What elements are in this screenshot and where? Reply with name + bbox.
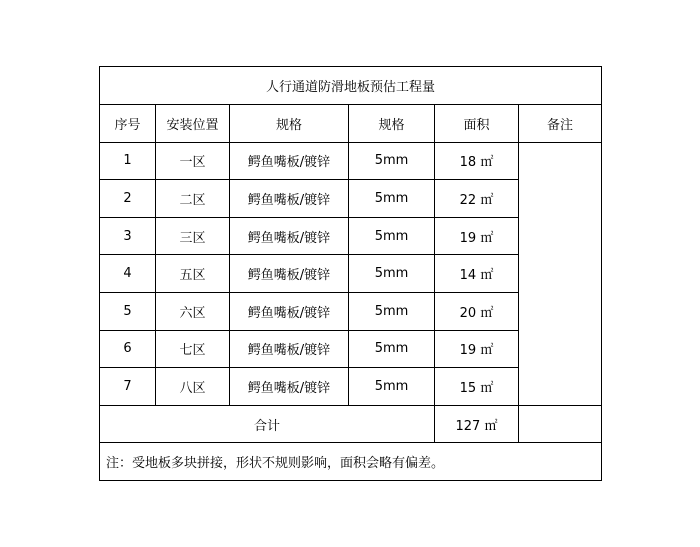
- row-area: 14 ㎡: [435, 255, 519, 293]
- row-material: 鳄鱼嘴板/镀锌: [230, 142, 349, 180]
- total-row: [100, 405, 602, 443]
- row-area: 20 ㎡: [435, 292, 519, 330]
- row-material: 鳄鱼嘴板/镀锌: [230, 292, 349, 330]
- row-material: 鳄鱼嘴板/镀锌: [230, 368, 349, 406]
- header-area: 面积: [435, 105, 519, 143]
- header-remarks: 备注: [519, 105, 602, 143]
- row-index: 1: [100, 142, 156, 180]
- table-title: 人行通道防滑地板预估工程量: [100, 67, 602, 105]
- row-location: 一区: [156, 142, 230, 180]
- header-spec-2: 规格: [349, 105, 435, 143]
- row-thickness: 5mm: [349, 217, 435, 255]
- row-material: 鳄鱼嘴板/镀锌: [230, 180, 349, 218]
- title-row: [100, 67, 602, 105]
- row-location: 八区: [156, 368, 230, 406]
- row-index: 2: [100, 180, 156, 218]
- row-location: 二区: [156, 180, 230, 218]
- total-area: 127 ㎡: [435, 405, 519, 443]
- header-index: 序号: [100, 105, 156, 143]
- row-location: 七区: [156, 330, 230, 368]
- row-material: 鳄鱼嘴板/镀锌: [230, 217, 349, 255]
- row-index: 5: [100, 292, 156, 330]
- row-thickness: 5mm: [349, 368, 435, 406]
- row-thickness: 5mm: [349, 330, 435, 368]
- note-row: [100, 443, 602, 481]
- row-thickness: 5mm: [349, 180, 435, 218]
- row-area: 18 ㎡: [435, 142, 519, 180]
- total-label: 合计: [100, 405, 435, 443]
- row-material: 鳄鱼嘴板/镀锌: [230, 255, 349, 293]
- quantity-table: [99, 66, 602, 481]
- row-area: 15 ㎡: [435, 368, 519, 406]
- header-spec: 规格: [230, 105, 349, 143]
- row-index: 7: [100, 368, 156, 406]
- row-material: 鳄鱼嘴板/镀锌: [230, 330, 349, 368]
- row-thickness: 5mm: [349, 142, 435, 180]
- row-index: 3: [100, 217, 156, 255]
- row-location: 六区: [156, 292, 230, 330]
- row-location: 三区: [156, 217, 230, 255]
- table-note: 注：受地板多块拼接，形状不规则影响，面积会略有偏差。: [100, 443, 602, 481]
- row-index: 4: [100, 255, 156, 293]
- row-thickness: 5mm: [349, 292, 435, 330]
- header-location: 安装位置: [156, 105, 230, 143]
- row-index: 6: [100, 330, 156, 368]
- row-area: 19 ㎡: [435, 330, 519, 368]
- header-row: [100, 105, 602, 143]
- row-thickness: 5mm: [349, 255, 435, 293]
- remarks-cell: [519, 142, 602, 405]
- row-area: 22 ㎡: [435, 180, 519, 218]
- total-remarks: [519, 405, 602, 443]
- row-area: 19 ㎡: [435, 217, 519, 255]
- row-location: 五区: [156, 255, 230, 293]
- table-row: [100, 142, 602, 180]
